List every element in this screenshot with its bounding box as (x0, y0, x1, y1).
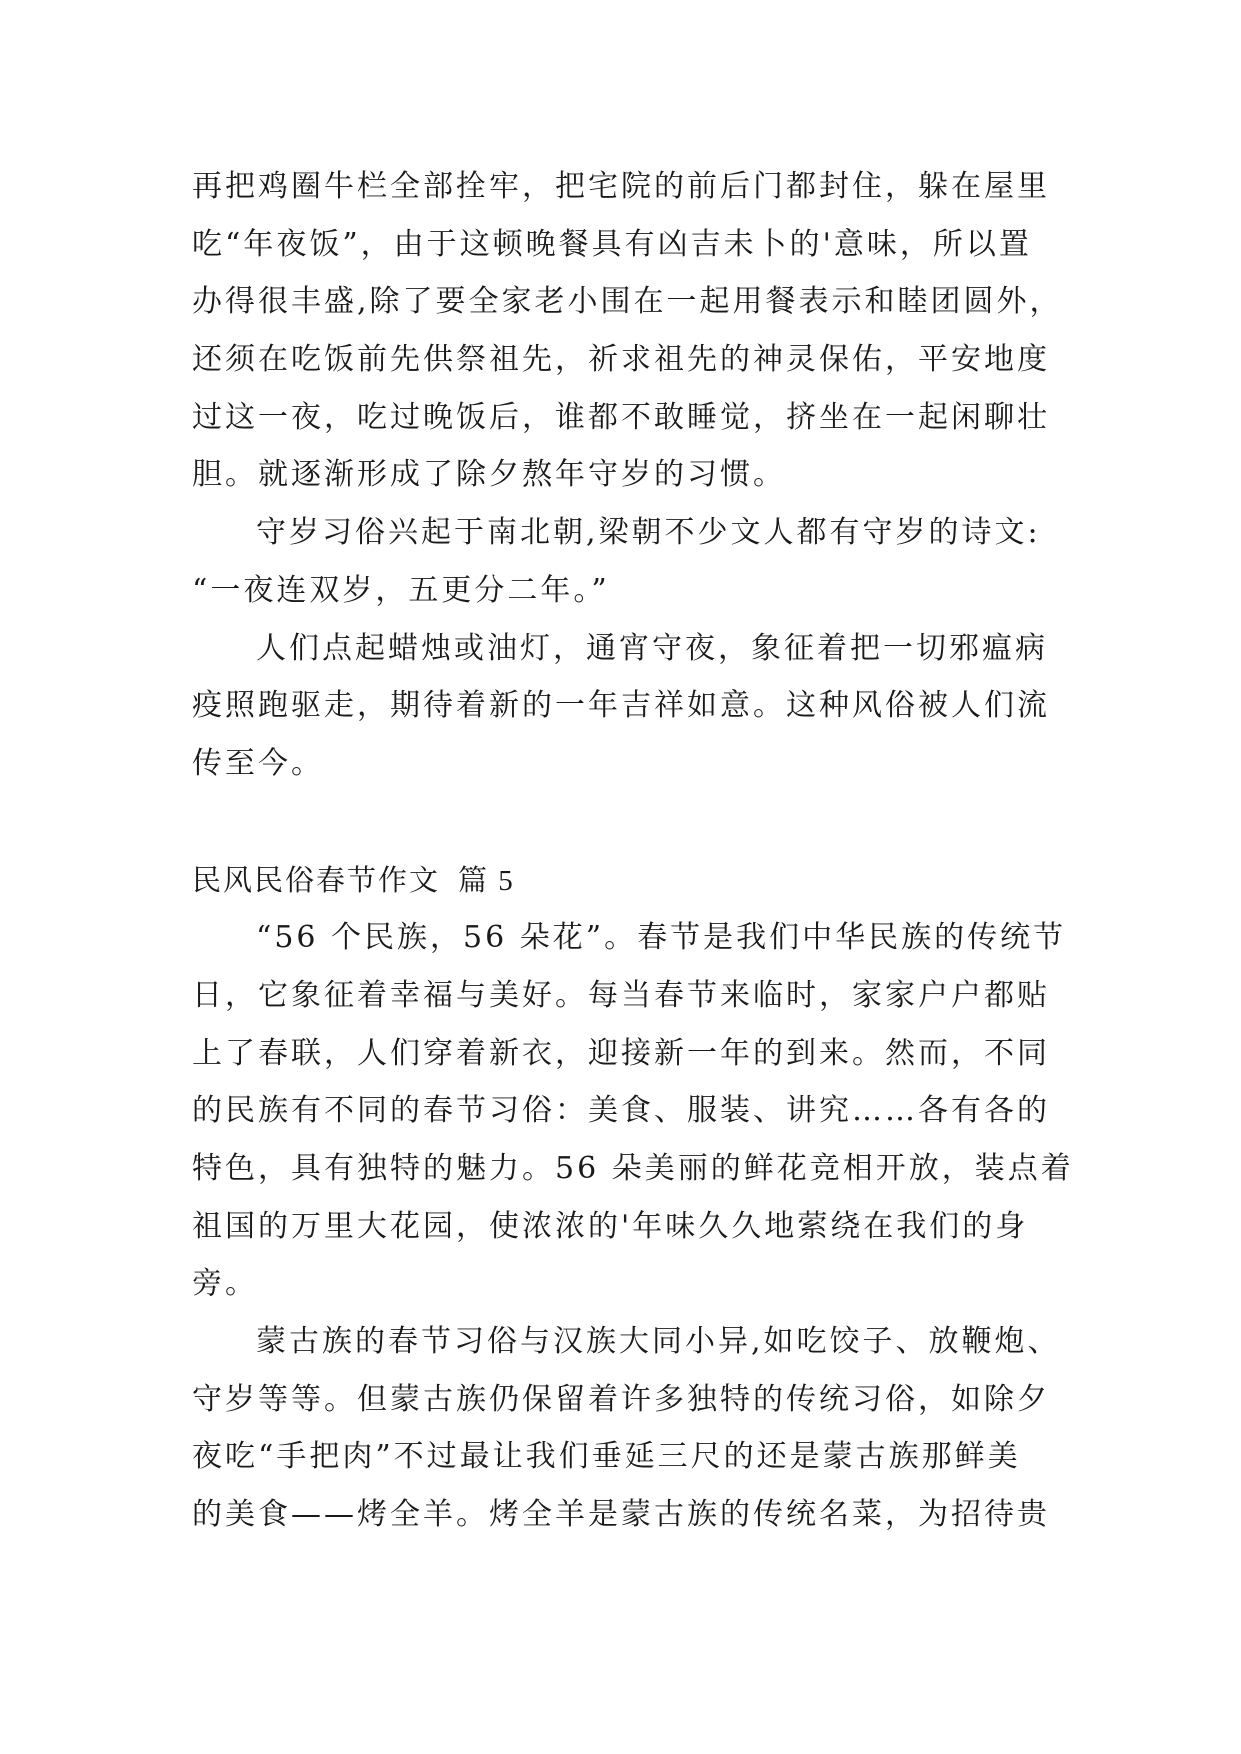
section-title: 民风民俗春节作文 (192, 862, 441, 897)
section-heading (192, 852, 1082, 910)
text-line: 守岁习俗兴起于南北朝,梁朝不少文人都有守岁的诗文: (256, 515, 1041, 551)
text-line: 吃“年夜饭”，由于这顿晚餐具有凶吉未卜的'意味，所以置 (192, 226, 1032, 262)
text-line: 守岁等等。但蒙古族仍保留着许多独特的传统习俗，如除夕 (192, 1381, 1050, 1417)
text-line: 疫照跑驱走，期待着新的一年吉祥如意。这种风俗被人们流 (192, 688, 1050, 724)
paragraph-56-nations (192, 909, 1082, 1313)
text-line: 办得很丰盛,除了要全家老小围在一起用餐表示和睦团圆外， (192, 284, 1063, 320)
text-line: 的民族有不同的春节习俗：美食、服装、讲究……各有各的 (192, 1093, 1050, 1129)
document-page (192, 158, 1082, 1544)
text-line: 再把鸡圈牛栏全部拴牢，把宅院的前后门都封住，躲在屋里 (192, 169, 1050, 204)
text-line: 还须在吃饭前先供祭祖先，祈求祖先的神灵保佑，平安地度 (192, 342, 1050, 378)
text-line: 上了春联，人们穿着新衣，迎接新一年的到来。然而，不同 (192, 1035, 1050, 1071)
text-line: 的美食——烤全羊。烤全羊是蒙古族的传统名菜，为招待贵 (192, 1497, 1050, 1533)
text-line: 胆。就逐渐形成了除夕熬年守岁的习惯。 (192, 457, 786, 493)
paragraph-shousui-origin (192, 504, 1082, 619)
text-line: 传至今。 (192, 745, 324, 781)
text-line: 日，它象征着幸福与美好。每当春节来临时，家家户户都贴 (192, 977, 1050, 1013)
paragraph-candles (192, 620, 1082, 793)
text-line: 人们点起蜡烛或油灯，通宵守夜，象征着把一切邪瘟病 (256, 630, 1048, 666)
text-line: 过这一夜，吃过晚饭后，谁都不敢睡觉，挤坐在一起闲聊壮 (192, 399, 1050, 435)
section-number: 篇 5 (458, 864, 515, 897)
paragraph-mongolian (192, 1313, 1082, 1544)
text-line: 旁。 (192, 1266, 258, 1302)
text-line: “56 个民族，56 朵花”。春节是我们中华民族的传统节 (256, 920, 1067, 956)
text-line: 蒙古族的春节习俗与汉族大同小异,如吃饺子、放鞭炮、 (256, 1324, 1061, 1360)
text-line: 祖国的万里大花园，使浓浓的'年味久久地萦绕在我们的身 (192, 1208, 1029, 1244)
text-line: 特色，具有独特的魅力。56 朵美丽的鲜花竞相开放，装点着 (192, 1151, 1074, 1186)
paragraph-continuation (192, 158, 1082, 504)
text-line: 夜吃“手把肉”不过最让我们垂延三尺的还是蒙古族那鲜美 (192, 1439, 1021, 1475)
text-line: “一夜连双岁，五更分二年。” (192, 572, 610, 608)
